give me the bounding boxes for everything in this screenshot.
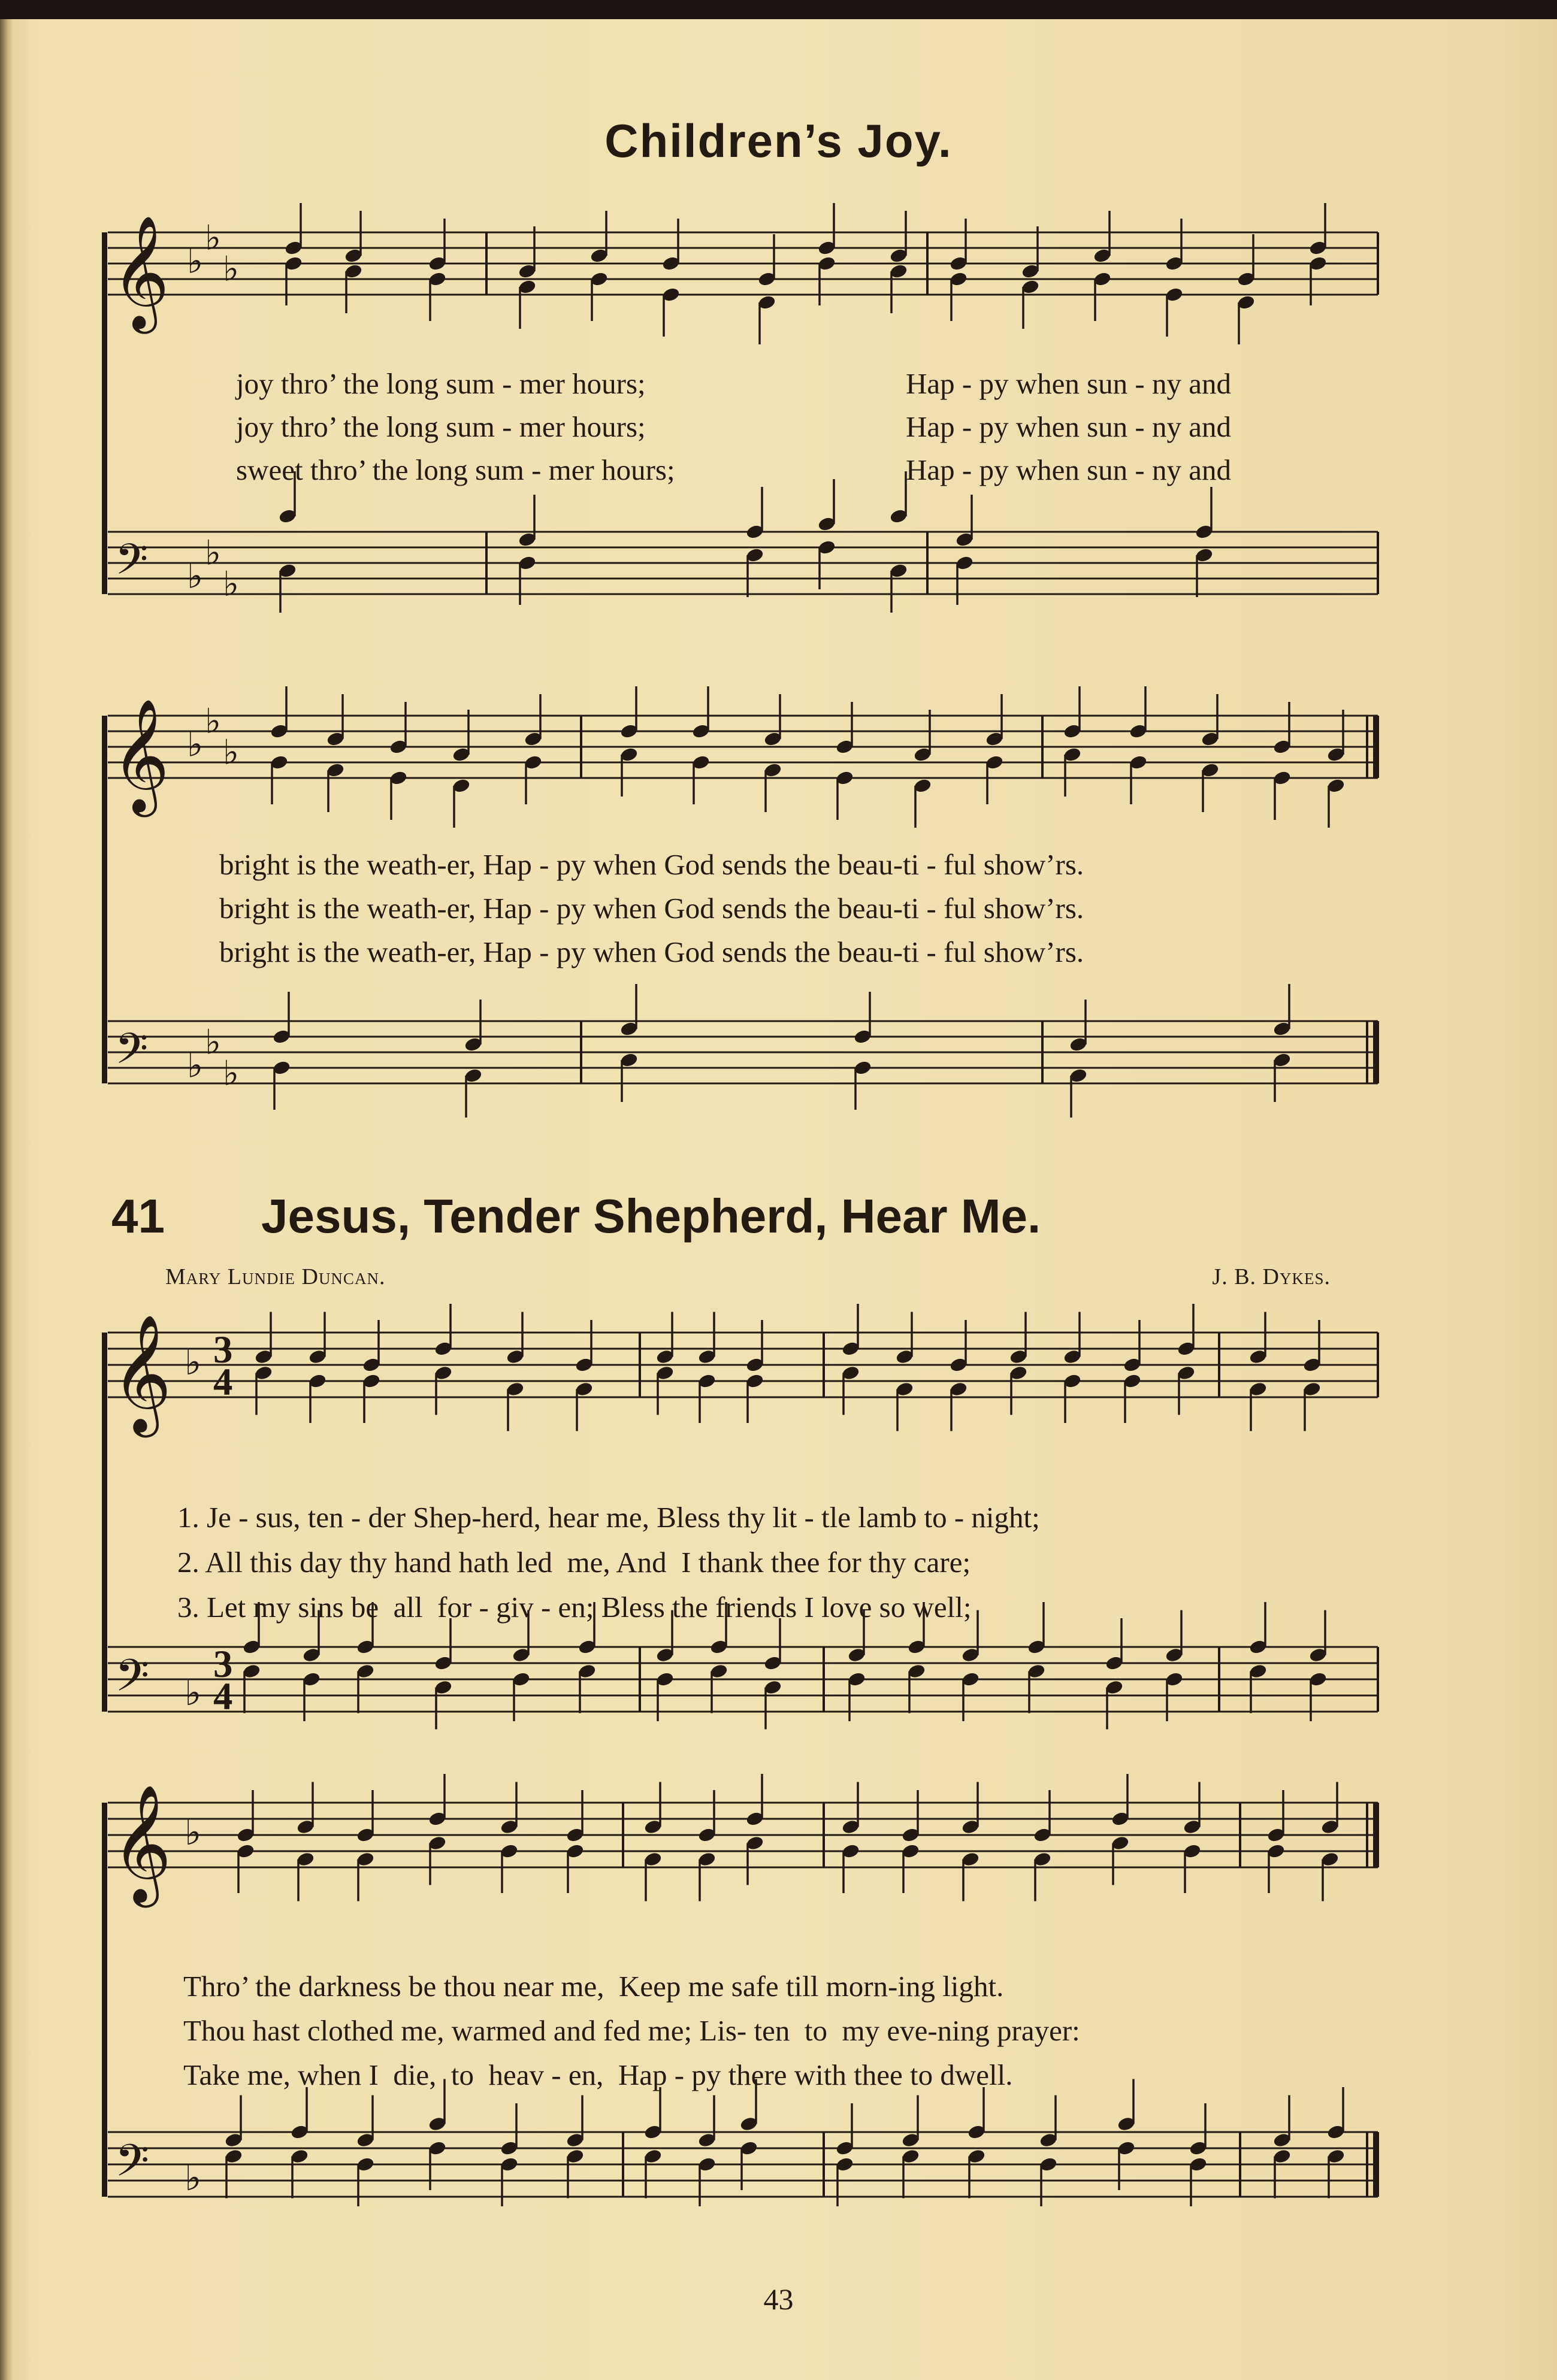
bass-clef: 𝄢 bbox=[115, 1650, 150, 1712]
lyric-line: Take me, when I die, to heav - en, Hap - py there with thee to dwell. bbox=[183, 2058, 1013, 2091]
flat-key-signature: ♭ bbox=[187, 1046, 203, 1086]
lyric-line: Hap - py when sun - ny and bbox=[906, 453, 1231, 486]
time-signature: 3 bbox=[213, 1643, 233, 1686]
lyric-line: bright is the weath-er, Hap - py when God sends the beau-ti - ful show’rs. bbox=[219, 848, 1084, 881]
composer-credit: J. B. Dykes. bbox=[1212, 1264, 1331, 1289]
lyric-line: 2. All this day thy hand hath led me, And I thank thee for thy care; bbox=[177, 1546, 971, 1579]
flat-key-signature: ♭ bbox=[185, 1673, 202, 1715]
flat-key-signature: ♭ bbox=[205, 218, 221, 258]
lyric-line: 3. Let my sins be all for - giv - en; Bless the friends I love so well; bbox=[177, 1591, 972, 1624]
system-bracket bbox=[102, 1803, 107, 2197]
flat-key-signature: ♭ bbox=[187, 725, 203, 765]
flat-key-signature: ♭ bbox=[185, 2158, 202, 2200]
lyric-line: joy thro’ the long sum - mer hours; bbox=[236, 367, 646, 400]
lyric-line: Thou hast clothed me, warmed and fed me; Lis- ten to my eve-ning prayer: bbox=[183, 2014, 1080, 2047]
lyric-line: Hap - py when sun - ny and bbox=[906, 367, 1231, 400]
final-bar-line bbox=[1373, 716, 1379, 778]
flat-key-signature: ♭ bbox=[185, 1342, 202, 1384]
treble-clef: 𝄞 bbox=[111, 214, 170, 329]
hymn-title-childrens-joy: Children’s Joy. bbox=[604, 114, 953, 167]
system-bracket bbox=[102, 232, 107, 594]
time-signature: 4 bbox=[213, 1675, 233, 1718]
lyric-line: sweet thro’ the long sum - mer hours; bbox=[236, 453, 675, 486]
flat-key-signature: ♭ bbox=[205, 701, 221, 741]
flat-key-signature: ♭ bbox=[223, 1053, 239, 1094]
lyric-line: bright is the weath-er, Hap - py when God sends the beau-ti - ful show’rs. bbox=[219, 892, 1084, 925]
flat-key-signature: ♭ bbox=[187, 556, 203, 596]
lyric-line: bright is the weath-er, Hap - py when God sends the beau-ti - ful show’rs. bbox=[219, 935, 1084, 968]
final-bar-line bbox=[1373, 1803, 1379, 1867]
flat-key-signature: ♭ bbox=[187, 241, 203, 281]
flat-key-signature: ♭ bbox=[185, 1812, 202, 1854]
hymn-title-jesus-tender-shepherd: Jesus, Tender Shepherd, Hear Me. bbox=[261, 1189, 1041, 1243]
hymn-number: 41 bbox=[111, 1189, 165, 1243]
hymn-header bbox=[111, 1189, 1041, 1244]
final-bar-line bbox=[1373, 2132, 1379, 2197]
lyric-line: joy thro’ the long sum - mer hours; bbox=[236, 410, 646, 443]
system-bracket bbox=[102, 1333, 107, 1712]
flat-key-signature: ♭ bbox=[223, 249, 239, 289]
bass-clef: 𝄢 bbox=[115, 535, 149, 595]
flat-key-signature: ♭ bbox=[223, 732, 239, 773]
treble-clef: 𝄞 bbox=[111, 698, 170, 812]
time-signature: 3 bbox=[213, 1328, 233, 1371]
flat-key-signature: ♭ bbox=[223, 564, 239, 604]
final-bar-line bbox=[1373, 1021, 1379, 1083]
time-signature: 4 bbox=[213, 1361, 233, 1404]
system-bracket bbox=[102, 716, 107, 1083]
lyric-line: 1. Je - sus, ten - der Shep-herd, hear me, Bless thy lit - tle lamb to - night; bbox=[177, 1501, 1040, 1534]
lyric-line: Hap - py when sun - ny and bbox=[906, 410, 1231, 443]
treble-clef: 𝄞 bbox=[111, 1314, 172, 1433]
flat-key-signature: ♭ bbox=[205, 533, 221, 573]
bass-clef: 𝄢 bbox=[115, 2135, 150, 2197]
page-number: 43 bbox=[763, 2282, 794, 2316]
lyricist-credit: Mary Lundie Duncan. bbox=[165, 1264, 386, 1289]
bass-clef: 𝄢 bbox=[115, 1024, 149, 1084]
treble-clef: 𝄞 bbox=[111, 1784, 172, 1903]
lyric-line: Thro’ the darkness be thou near me, Keep me safe till morn-ing light. bbox=[183, 1970, 1004, 2003]
flat-key-signature: ♭ bbox=[205, 1022, 221, 1062]
